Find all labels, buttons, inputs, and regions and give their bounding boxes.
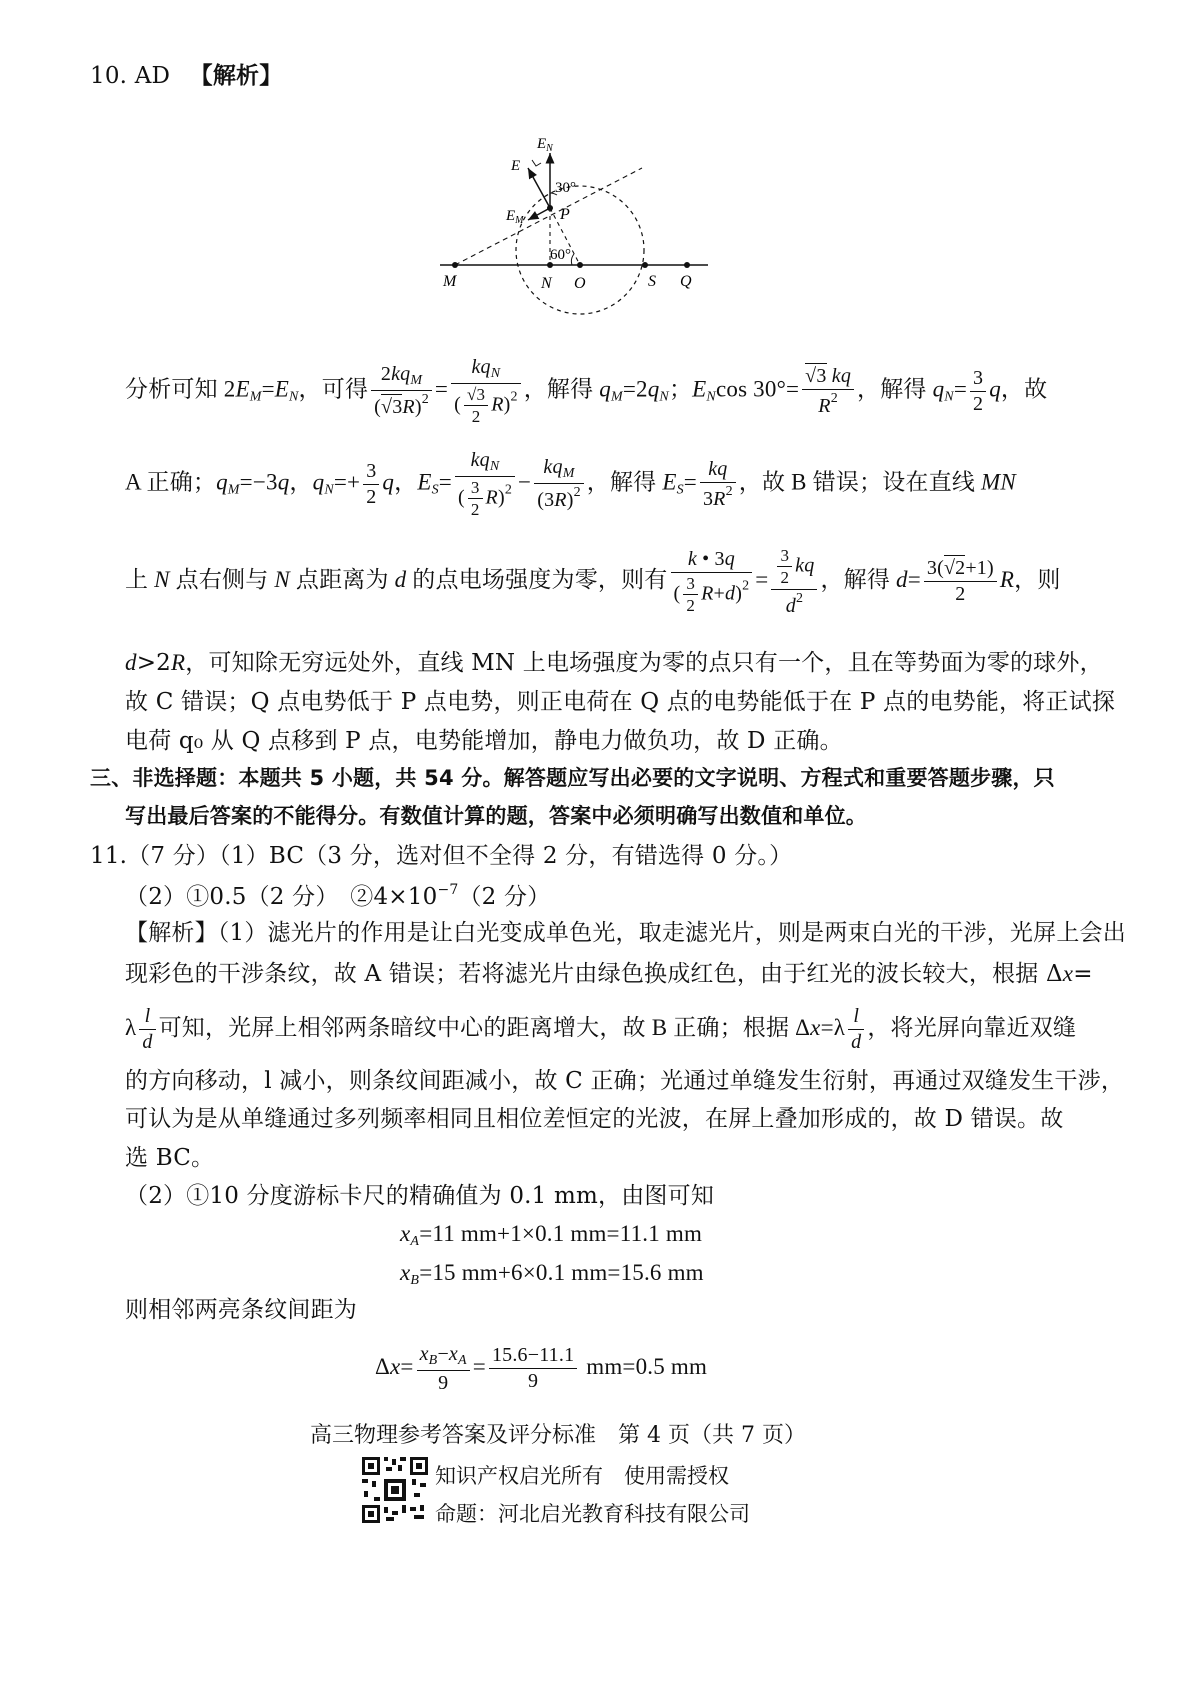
text-fragment: ，解得 [523, 376, 594, 402]
text-fragment: ，则 [1014, 567, 1061, 593]
angle-60-arc [571, 254, 574, 265]
text-fragment: 可知，光屏上相邻两条暗纹中心的距离增大，故 B 正确；根据 Δ [158, 1014, 811, 1040]
q11-analysis-line-6: 选 BC。 [125, 1145, 215, 1171]
right-angle-mark [532, 160, 541, 166]
q11-answer-1: 11.（7 分）（1）BC（3 分，选对但不全得 2 分，有错选得 0 分。） [90, 843, 793, 869]
label-o: O [574, 275, 586, 292]
label-em: $E_M$ [506, 208, 524, 226]
mp-dashed-line [455, 168, 642, 265]
text-fragment: 分析可知 2 [125, 376, 236, 402]
formula-fraction: k • 3q ( $\frac{3}{2}$ R+d)$^2$ [671, 547, 753, 617]
q11-analysis-line-8: 则相邻两亮条纹间距为 [125, 1297, 357, 1323]
label-angle-30: 30° [555, 180, 576, 196]
formula-xb: $x_B=15$ mm+6×0.1 mm=15.6 mm [400, 1260, 704, 1288]
text-fragment: 现彩色的干涉条纹，故 A 错误；若将滤光片由绿色换成红色，由于红光的波长较大，根据 Δ [125, 961, 1063, 987]
text-fragment: = [1073, 961, 1093, 987]
text-fragment: 上 [125, 567, 155, 593]
exponent: −7 [437, 882, 459, 898]
formula-fraction: $\frac{3(√2+1)}{2}$ [924, 556, 997, 607]
fraction-numerator: 15.6−11.1 [489, 1343, 577, 1369]
text-fragment: = [472, 1354, 486, 1380]
text-fragment: （2）①0.5（2 分） ②4×10 [125, 884, 438, 910]
text-fragment: ，将光屏向靠近双缝 [867, 1014, 1077, 1040]
text-fragment: ，解得 [586, 469, 657, 495]
page-footer-title: 高三物理参考答案及评分标准 第 4 页（共 7 页） [310, 1423, 806, 1448]
section3-instructions-2: 写出最后答案的不能得分。有数值计算的题，答案中必须明确写出数值和单位。 [125, 804, 867, 828]
point-p [547, 205, 553, 211]
analysis-line-2: A 正确；$q_M=-3q$，$q_N=+$ $\frac{3}{2}$ q，$E_S=$ $kq_N$ ( $\frac{3}{2}$ R)$^2$ − $\frac{kq_M}{(3R)^2}$ ，解得 $E_S=$ $\frac{kq}{3R^2}$ ，故 B 错误；设在直线 MN [125, 449, 1016, 519]
formula-fraction: $\frac{3}{2}$ [970, 366, 986, 417]
text-fragment: ，解得 [820, 567, 896, 593]
formula-fraction: $\frac{x_B-x_A}{9}$ [417, 1342, 470, 1396]
formula-fraction: $\frac{√3 kq}{R^2}$ [802, 364, 854, 419]
analysis-line-5: 故 C 错误；Q 点电势低于 P 点电势，则正电荷在 Q 点的电势能低于在 P 点的电势能，将正试探 [125, 689, 1116, 715]
analysis-line-4: d>2R，可知除无穷远处外，直线 MN 上电场强度为零的点只有一个，且在等势面为零的球外， [125, 650, 1103, 676]
analysis-line-3: 上 N 点右侧与 N 点距离为 d 的点电场强度为零，则有 k • 3q ( $\frac{3}{2}$ R+d)$^2$ = $\frac{3}{2}$ kq $d^2$ ，解得 d= $\frac{3(√2+1)}{2}$ R，则 [125, 546, 1061, 617]
q11-analysis-line-7: （2）①10 分度游标卡尺的精确值为 0.1 mm，由图可知 [125, 1183, 715, 1209]
formula-fraction: $\frac{l}{d}$ [848, 1004, 864, 1055]
q11-analysis-line-3: λ $\frac{l}{d}$ 可知，光屏上相邻两条暗纹中心的距离增大，故 B 正确；根据 Δx=λ $\frac{l}{d}$ ，将光屏向靠近双缝 [125, 1005, 1077, 1053]
formula-fraction: $\frac{3}{2}$ kq $d^2$ [771, 545, 817, 619]
q10-header [90, 64, 282, 88]
q11-analysis-line-1: 【解析】（1）滤光片的作用是让白光变成单色光，取走滤光片，则是两束白光的干涉，光屏上会出 [125, 920, 1126, 946]
label-en: $E_N$ [537, 136, 553, 154]
equipotential-circle [516, 186, 644, 314]
formula-fraction: $\frac{l}{d}$ [139, 1004, 155, 1055]
em-vector [528, 208, 550, 220]
electric-field-diagram [430, 125, 730, 335]
label-p: P [560, 206, 570, 223]
text-fragment: mm=0.5 mm [580, 1354, 708, 1380]
formula-fraction: $\frac{2kq_M}{(√3R)^2}$ [371, 362, 432, 420]
formula-fraction [489, 1343, 577, 1394]
text-fragment: 点距离为 [289, 567, 395, 593]
fraction-denominator: 9 [528, 1370, 539, 1393]
point-s [642, 262, 648, 268]
text-fragment: （2 分） [458, 884, 551, 910]
point-o [577, 262, 583, 268]
label-e: E [511, 158, 521, 174]
text-fragment: ，可知除无穷远处外，直线 MN 上电场强度为零的点只有一个，且在等势面为零的球外， [185, 650, 1103, 676]
author-credit: 命题：河北启光教育科技有限公司 [435, 1502, 750, 1526]
formula-delta-x: Δx= $\frac{x_B-x_A}{9}$ = $\frac{15.6-11.1}{9}$ mm=0.5 mm [375, 1343, 708, 1394]
text-fragment: A 正确； [125, 469, 217, 495]
label-n: N [541, 275, 552, 292]
label-angle-60: 60° [550, 247, 571, 263]
analysis-line-1: 分析可知 $2E_M=E_N$，可得 $\frac{2kq_M}{(√3R)^2}$ = $kq_N$ ( $\frac{√3}{2}$ R)$^2$ ，解得 $q_M=2q_N$；$E_N\cos$ 30°= $\frac{√3 kq}{R^2}$ ，解得 $q_N=$ $\frac{3}{2}$ q，故 [125, 356, 1048, 426]
text-fragment: ，解得 [857, 376, 927, 402]
text-fragment: 的点电场强度为零，则有 [406, 567, 668, 593]
section3-instructions-1: 三、非选择题：本题共 5 小题，共 54 分。解答题应写出必要的文字说明、方程式和重要答题步骤，只 [90, 766, 1055, 790]
text-fragment: ，故 B 错误；设在直线 [738, 469, 981, 495]
qr-code-icon [360, 1455, 430, 1525]
q10-answer: 10. AD [90, 63, 171, 89]
q10-analysis-tag: 【解析】 [189, 62, 283, 89]
formula-fraction: $\frac{kq_M}{(3R)^2}$ [534, 455, 584, 513]
label-q: Q [680, 273, 692, 290]
point-m [452, 262, 458, 268]
text-fragment: ，可得 [298, 376, 369, 402]
q11-analysis-line-2: 现彩色的干涉条纹，故 A 错误；若将滤光片由绿色换成红色，由于红光的波长较大，根据 Δx= [125, 961, 1093, 987]
label-s: S [648, 273, 656, 290]
point-q [684, 262, 690, 268]
analysis-line-6: 电荷 q₀ 从 Q 点移到 P 点，电势能增加，静电力做负功，故 D 正确。 [125, 728, 843, 754]
e-resultant-vector [528, 168, 550, 208]
text-fragment: ，故 [1000, 376, 1048, 402]
q11-analysis-line-4: 的方向移动，l 减小，则条纹间距减小，故 C 正确；光通过单缝发生衍射，再通过双缝发生干涉， [125, 1068, 1125, 1094]
label-m: M [443, 273, 457, 290]
q11-analysis-line-5: 可认为是从单缝通过多列频率相同且相位差恒定的光波，在屏上叠加形成的，故 D 错误。故 [125, 1106, 1064, 1132]
formula-fraction: $kq_N$ ( $\frac{3}{2}$ R)$^2$ [455, 448, 515, 520]
text-fragment: =11 mm+1×0.1 mm=11.1 mm [419, 1221, 703, 1246]
formula-fraction: $kq_N$ ( $\frac{√3}{2}$ R)$^2$ [451, 355, 521, 427]
text-fragment: 点右侧与 [169, 567, 275, 593]
q11-answer-2 [125, 883, 550, 909]
text-fragment: =15 mm+6×0.1 mm=15.6 mm [419, 1260, 704, 1285]
formula-xa: $x_A=11$ mm+1×0.1 mm=11.1 mm [400, 1221, 703, 1249]
formula-fraction: $\frac{3}{2}$ [363, 459, 379, 510]
copyright-notice: 知识产权启光所有 使用需授权 [435, 1464, 729, 1488]
formula-fraction: $\frac{kq}{3R^2}$ [700, 457, 736, 512]
